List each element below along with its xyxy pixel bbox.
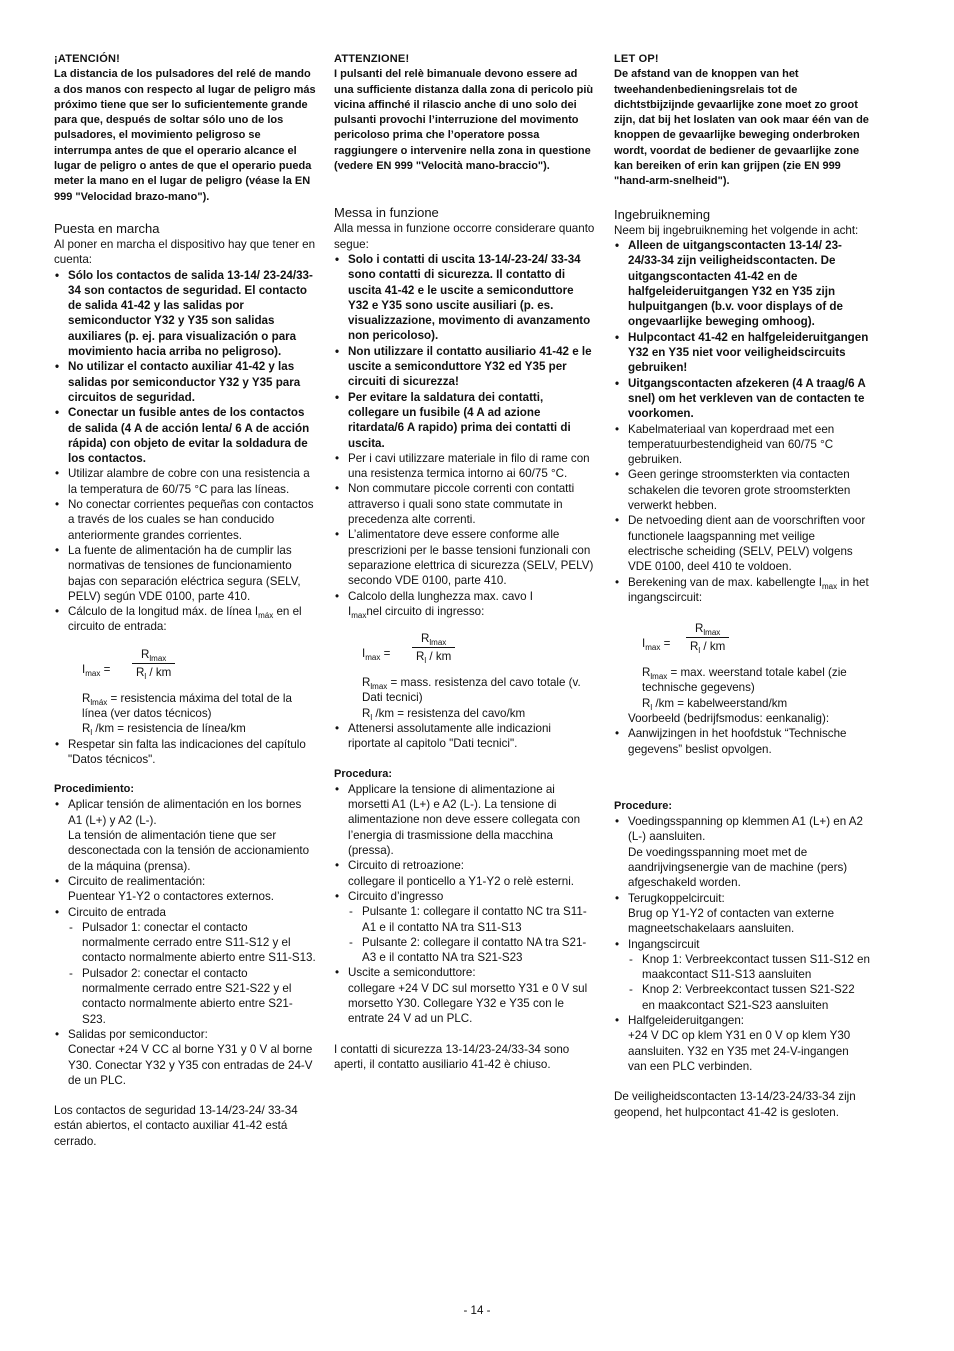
list-item: • Circuito di retroazione: collegare il ponticello a Y1-Y2 o relè esterni. <box>334 858 596 889</box>
list-item: • Berekening van de max. kabellengte $I_{max}$ in het ingangscircuit: <box>614 575 870 606</box>
procedure-title: Procedure: <box>614 799 673 812</box>
formula-legend: $R_{lmax}$ = mass. resistenza del cavo totale (v. Dati tecnici) $R_l$ /km = resistenza del cavo/km <box>362 676 581 722</box>
example-text: Voorbeeld (bedrijfsmodus: eenkanalig): <box>628 711 830 725</box>
requirements-list <box>334 252 596 619</box>
list-item: - Knop 2: Verbreekcontact tussen S21-S22 en maakcontact S21-S23 aansluiten <box>628 982 870 1013</box>
list-item: • La fuente de alimentación ha de cumplir las normativas de tensiones de funcionamiento bajas con separación eléctrica segura (SELV, PELV) según VDE 0100, parte 410. <box>54 543 316 604</box>
column-italian <box>334 52 596 1072</box>
intro-text: Al poner en marcha el dispositivo hay que tener en cuenta: <box>54 237 316 267</box>
list-item: • Alleen de uitgangscontacten 13-14/ 23-24/33-34 zijn veiligheidscontacten. De uitgangscontacten 41-42 en de halfgeleideruitgangen Y32 en Y35 zijn hulpuitgangen (b.v. voor displays of de ongevaarlijke beweging omhoog). <box>614 238 870 330</box>
list-item: • Attenersi assolutamente alle indicazioni riportate al capitolo "Dati tecnici". <box>334 721 596 752</box>
warning-title: ¡ATENCIÓN! <box>54 53 120 65</box>
list-item: • Aplicar tensión de alimentación en los bornes A1 (L+) y A2 (L-). La tensión de alimentación tiene que ser desconectada con la tensión de accionamiento de la máquina (prensa). <box>54 797 316 873</box>
list-item: - Pulsador 2: conectar el contacto normalmente cerrado entre S21-S22 y el contacto normalmente abierto entre S21-S23. <box>68 966 316 1027</box>
list-item: • Per evitare la saldatura dei contatti, collegare un fusibile (4 A ad azione ritardata/6 A rapido) prima dei contatti di uscita. <box>334 390 596 451</box>
requirements-list <box>614 238 870 605</box>
list-item: • Ingangscircuit - Knop 1: Verbreekcontact tussen S11-S12 en maakcontact S11-S13 aansluiten - Knop 2: Verbreekcontact tussen S21-S22 en maakcontact S21-S23 aansluiten <box>614 937 870 1013</box>
list-item: • Circuito de entrada - Pulsador 1: conectar el contacto normalmente cerrado entre S11-S12 y el contacto normalmente abierto entre S11-S13. - Pulsador 2: conectar el contacto normalmente cerrado entre S21-S22 y el contacto normalmente abierto entre S21-S23. <box>54 905 316 1027</box>
formula-legend: $R_{lmáx}$ = resistencia máxima del total de la línea (ver datos técnicos) $R_l$ /km = resistencia de línea/km <box>82 691 292 738</box>
intro-text: Alla messa in funzione occorre considerare quanto segue: <box>334 222 595 251</box>
column-spanish <box>54 52 316 1149</box>
list-item: • Sólo los contactos de salida 13-14/ 23-24/33-34 son contactos de seguridad. El contacto de salida 41-42 y las salidas por semiconductor Y32 y Y35 son salidas auxiliares (p. ej. para visualización o para movimiento hacia arriba no peligroso). <box>54 268 316 360</box>
list-item: • Uscite a semiconduttore: collegare +24 V DC sul morsetto Y31 e 0 V sul morsetto Y30. Collegare Y32 e Y35 con le entrate 24 V ad un PLC. <box>334 965 596 1026</box>
list-item: - Pulsante 1: collegare il contatto NC tra S11-A1 e il contatto NA tra S11-S13 <box>348 904 596 935</box>
closing-text: Los contactos de seguridad 13-14/23-24/ 33-34 están abiertos, el contacto auxiliar 41-42 está cerrado. <box>54 1104 298 1148</box>
section-title: Puesta en marcha <box>54 220 160 236</box>
list-item: • Halfgeleideruitgangen: +24 V DC op klem Y31 en 0 V op klem Y30 aansluiten. Y32 en Y35 met 24-V-ingangen van een PLC verbinden. <box>614 1013 870 1074</box>
list-item: • Respetar sin falta las indicaciones del capítulo "Datos técnicos". <box>54 737 316 768</box>
page-number: - 14 - <box>463 1304 491 1317</box>
list-item: - Pulsador 1: conectar el contacto normalmente cerrado entre S11-S12 y el contacto normalmente abierto entre S11-S13. <box>68 920 316 966</box>
intro-text: Neem bij ingebruikneming het volgende in acht: <box>614 223 859 237</box>
list-item: • Applicare la tensione di alimentazione ai morsetti A1 (L+) e A2 (L-). La tensione di alimentazione non deve essere collegata con l’energia di trasmissione della macchina (pressa). <box>334 782 596 858</box>
list-item: • Conectar un fusible antes de los contactos de salida (4 A de acción lenta/ 6 A de acción rápida) con objeto de evitar la soldadura de los contactos. <box>54 405 316 466</box>
procedure-title: Procedura: <box>334 767 393 780</box>
list-item: • Hulpcontact 41-42 en halfgeleideruitgangen Y32 en Y35 niet voor veiligheidscircuits gebruiken! <box>614 330 870 376</box>
warning-text: De afstand van de knoppen van het tweehandenbedieningsrelais tot de dichtstbijzijnde gevaarlijke zone moet zo groot zijn, dat bij het loslaten van ook maar één van de knoppen de gevaarlijke beweging onderbroken wordt, voordat de bediener de gevaarlijke zone kan bereiken of erin kan grijpen (zie EN 999 "hand-arm-snelheid"). <box>614 68 869 188</box>
list-item: • Cálculo de la longitud máx. de línea $I_{máx}$ en el circuito de entrada: <box>54 604 316 635</box>
list-item: - Knop 1: Verbreekcontact tussen S11-S12 en maakcontact S11-S13 aansluiten <box>628 952 870 983</box>
list-item: • Geen geringe stroomsterkten via contacten schakelen die tevoren grote stroomsterkten verwerkt hebben. <box>614 467 870 513</box>
closing-text: I contatti di sicurezza 13-14/23-24/33-34 sono aperti, il contatto ausiliario 41-42 è chiuso. <box>334 1042 570 1071</box>
list-item: • Aanwijzingen in het hoofdstuk “Technische gegevens” beslist opvolgen. <box>614 726 870 757</box>
list-item: • Calcolo della lunghezza max. cavo I $I_{max}nel$ circuito di ingresso: <box>334 589 596 620</box>
list-item: • Non utilizzare il contatto ausiliario 41-42 e le uscite a semiconduttore Y32 ed Y35 per circuiti di sicurezza! <box>334 344 596 390</box>
list-item: • Voedingsspanning op klemmen A1 (L+) en A2 (L-) aansluiten. De voedingsspanning moet met de aandrijvingsenergie van de machine (pers) afgeschakeld worden. <box>614 814 870 890</box>
list-item: • L’alimentatore deve essere conforme alle prescrizioni per le basse tensioni funzionali con separazione elettrica di sicurezza (SELV, PELV) secondo VDE 0100, parte 410. <box>334 527 596 588</box>
list-item: • Solo i contatti di uscita 13-14/-23-24/ 33-34 sono contatti di sicurezza. Il contatto di uscita 41-42 e le uscite a semiconduttore Y32 e Y35 sono uscite ausiliari (p. es. visualizzazione, movimento di avanzamento non pericoloso). <box>334 252 596 344</box>
warning-title: LET OP! <box>614 53 659 65</box>
procedure-list <box>614 814 870 1074</box>
list-item: • Utilizar alambre de cobre con una resistencia a la temperatura de 60/75 °C para las líneas. <box>54 466 316 497</box>
list-item: • Salidas por semiconductor: Conectar +24 V CC al borne Y31 y 0 V al borne Y30. Conectar Y32 y Y35 con entradas de 24-V de un PLC. <box>54 1027 316 1088</box>
section-title: Messa in funzione <box>334 205 439 221</box>
closing-text: De veiligheidscontacten 13-14/23-24/33-34 zijn geopend, het hulpcontact 41-42 is gesloten. <box>614 1090 856 1119</box>
procedure-list <box>54 797 316 1088</box>
section-title: Ingebruikneming <box>614 206 711 222</box>
formula-legend: $R_{lmax} = \max$. weerstand totale kabel (zie technische gegevens) $R_l$ /km = kabelweerstand/km <box>642 666 847 712</box>
list-item: • De netvoeding dient aan de voorschriften voor functionele laagspanning met veilige electrische scheiding (SELV, PELV) volgens VDE 0100, deel 410 te voldoen. <box>614 513 870 574</box>
list-item: • Per i cavi utilizzare materiale in filo di rame con una resistenza termica intorno ai 60/75 °C. <box>334 451 596 482</box>
list-item: • Circuito d’ingresso - Pulsante 1: collegare il contatto NC tra S11-A1 e il contatto NA tra S11-S13 - Pulsante 2: collegare il contatto NA tra S21-A3 e il contatto NA tra S21-S23 <box>334 889 596 965</box>
list-item: - Pulsante 2: collegare il contatto NA tra S21-A3 e il contatto NA tra S21-S23 <box>348 935 596 966</box>
procedure-list <box>334 782 596 1027</box>
list-item: • No conectar corrientes pequeñas con contactos a través de los cuales se han conducido anteriormente grandes corrientes. <box>54 497 316 543</box>
formula: $I_{max}$ = $R_{lmax}$ $R_l$ / km <box>642 621 870 665</box>
list-item: • No utilizar el contacto auxiliar 41-42 y las salidas por semiconductor Y32 y Y35 para circuitos de seguridad. <box>54 359 316 405</box>
list-item: • Circuito de realimentación: Puentear Y1-Y2 o contactores externos. <box>54 874 316 905</box>
list-item: • Non commutare piccole correnti con contatti attraverso i quali sono state commutate in precedenza alte correnti. <box>334 481 596 527</box>
warning-title: ATTENZIONE! <box>334 53 410 65</box>
column-dutch <box>614 52 870 1120</box>
warning-text: La distancia de los pulsadores del relé de mando a dos manos con respecto al lugar de peligro más próximo tiene que ser lo suficientemente grande para que, después de soltar sólo uno de los pulsadores, el movimiento peligroso se interrumpa antes de que el operario alcance el lugar de peligro o antes de que el operario pueda meter la mano en el lugar de peligro (véase la EN 999 "Velocidad brazo-mano"). <box>54 68 316 203</box>
formula: $I_{max}$ = $R_{lmax}$ $R_l$ / km <box>362 631 596 675</box>
warning-text: I pulsanti del relè bimanuale devono essere ad una sufficiente distanza dalla zona di pericolo più vicina affinché il rilascio anche di uno solo dei pulsanti provochi l’interruzione del movimento pericoloso prima che l’operatore possa raggiungere o intervenire nella zona in questione (vedere EN 999 "Velocità mano-braccio"). <box>334 68 594 173</box>
list-item: • Uitgangscontacten afzekeren (4 A traag/6 A snel) om het verkleven van de contacten te voorkomen. <box>614 376 870 422</box>
procedure-title: Procedimiento: <box>54 783 135 796</box>
formula: $I_{max}$ = $R_{lmax}$ $R_l$ / km <box>82 647 316 691</box>
list-item: • Kabelmateriaal van koperdraad met een temperatuurbestendigheid van 60/75 °C gebruiken. <box>614 422 870 468</box>
requirements-list <box>54 268 316 635</box>
list-item: • Terugkoppelcircuit: Brug op Y1-Y2 of contacten van externe magneetschakelaars aansluiten. <box>614 891 870 937</box>
